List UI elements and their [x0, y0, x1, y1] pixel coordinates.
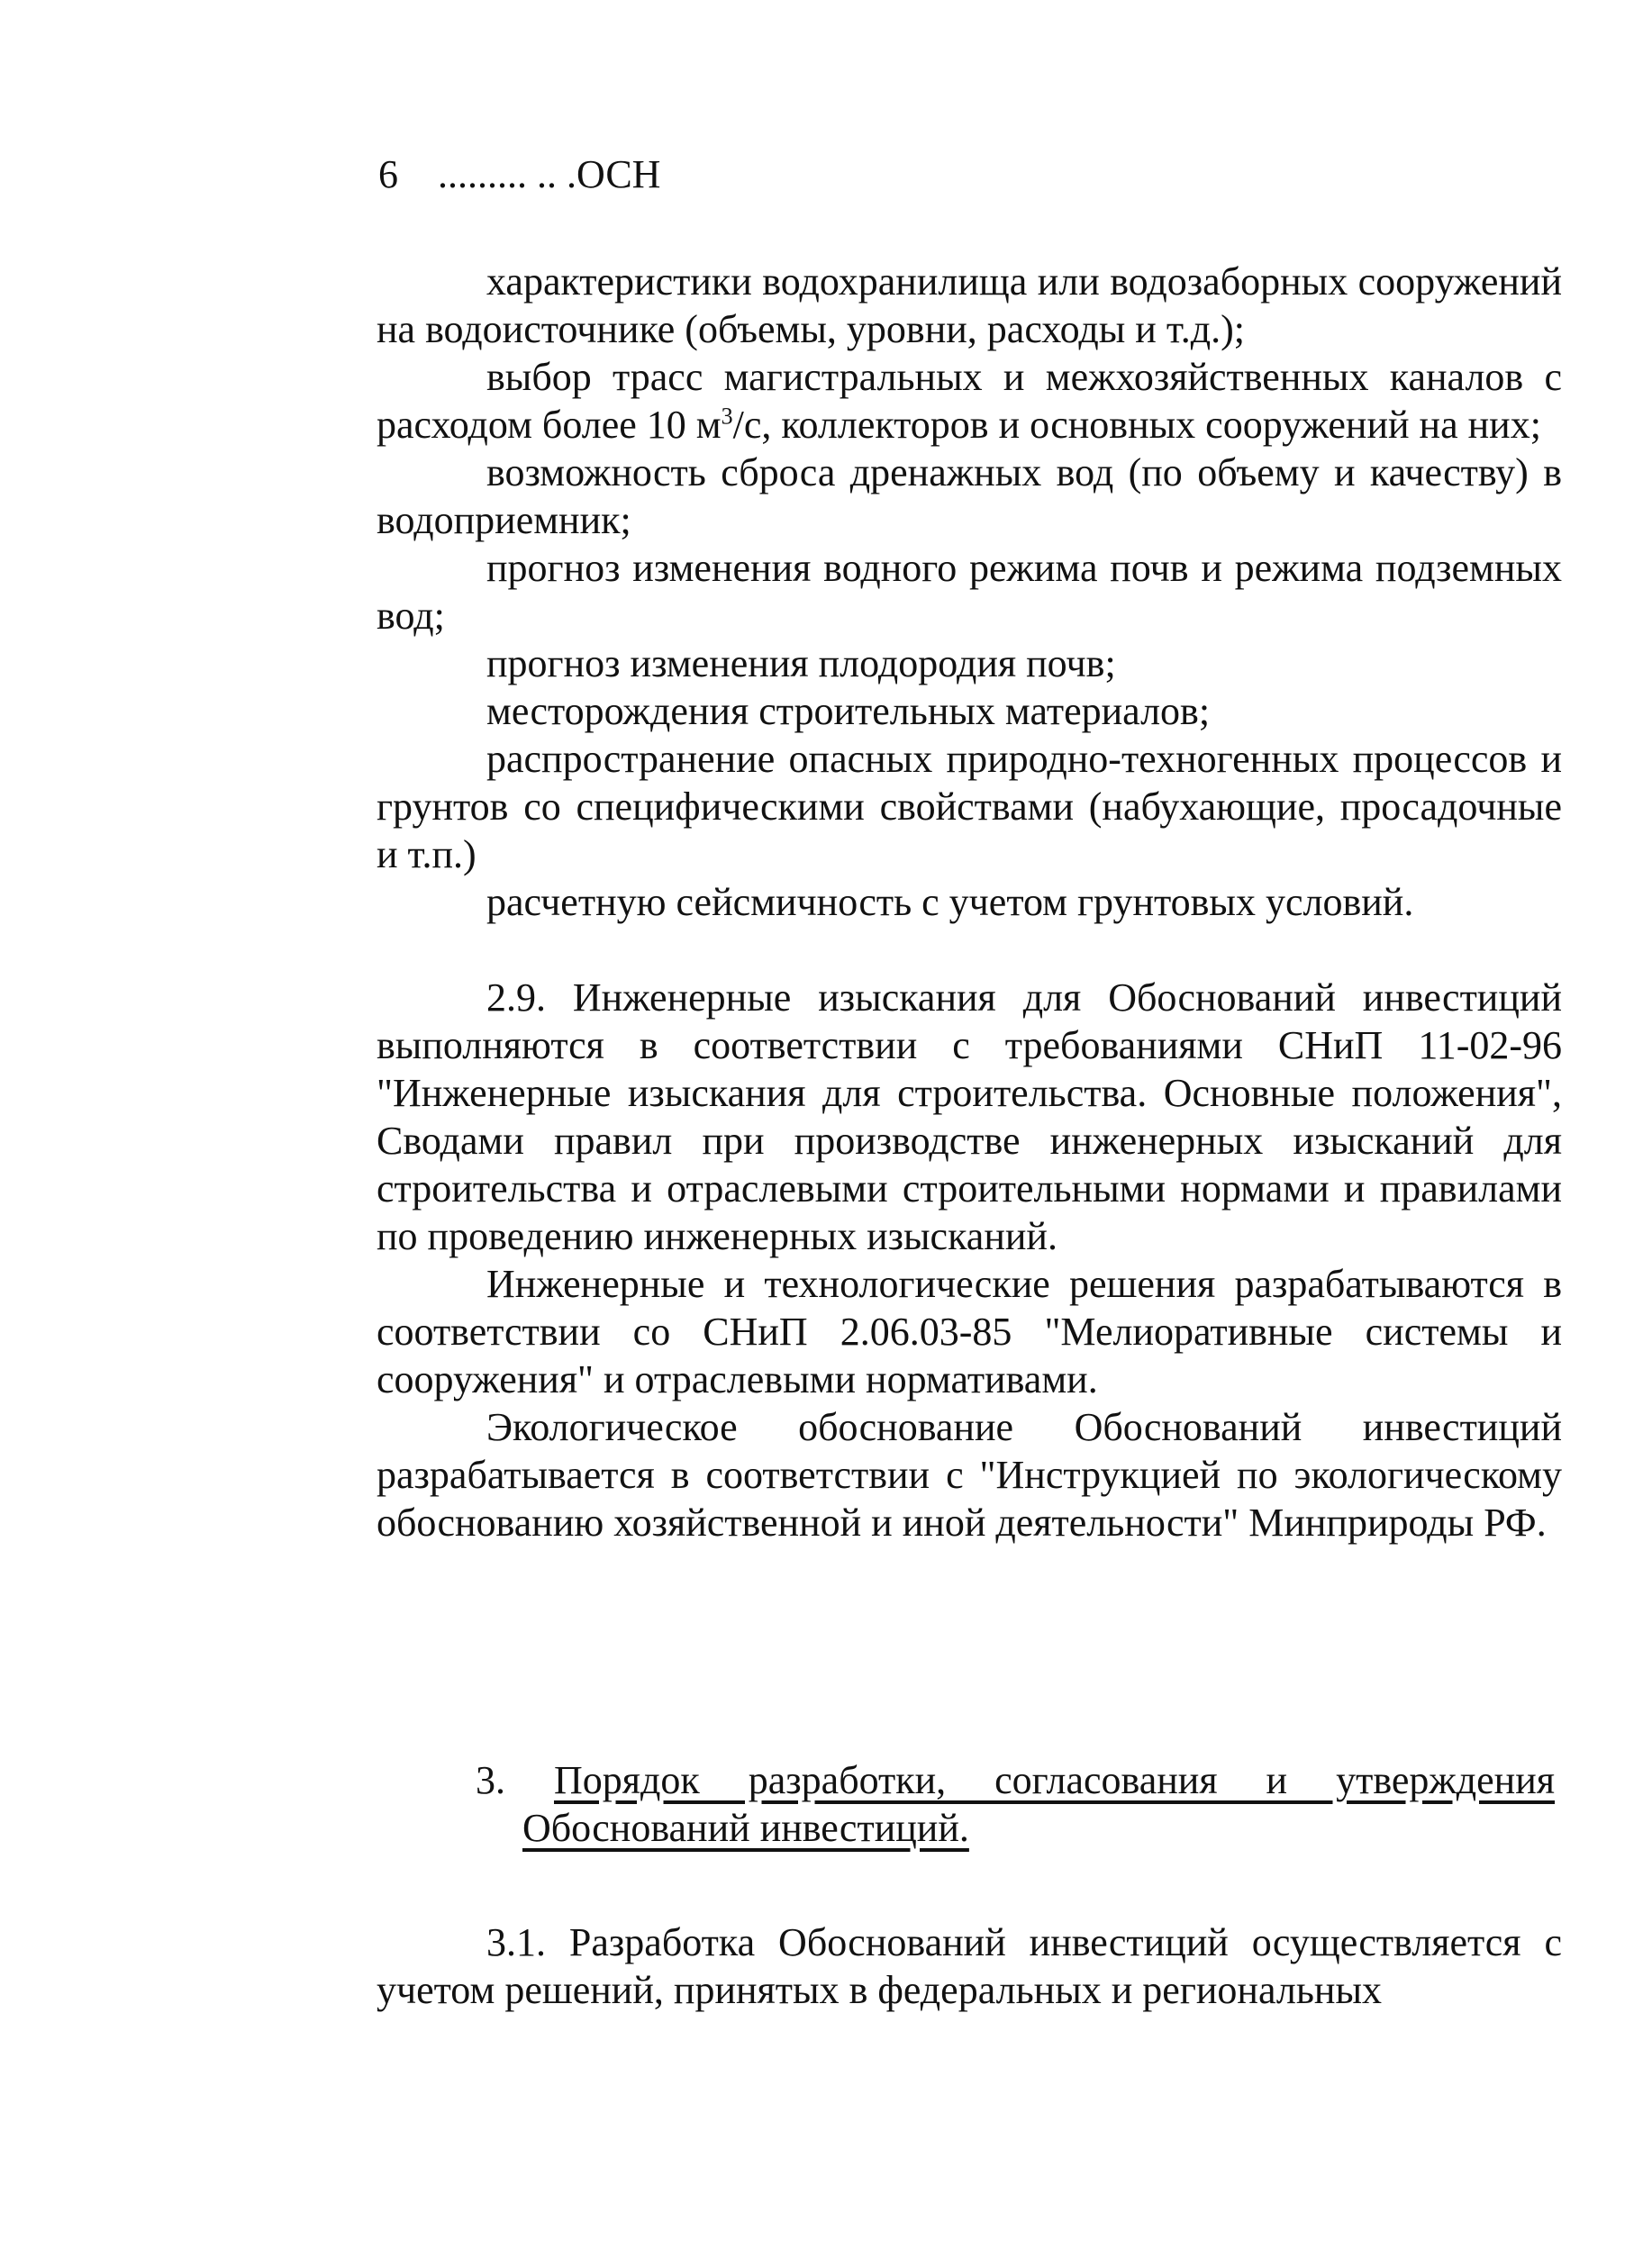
list-item: расчетную сейсмичность с учетом грунтовых условий.: [486, 880, 1414, 924]
section-3-body: [377, 1918, 1562, 2014]
list-item: месторождения строительных материалов;: [486, 689, 1211, 733]
paragraph: Экологическое обоснование Обоснований инвестиций разрабатывается в соответствии с "Инструкцией по экологическому обоснованию хозяйственной и иной деятельности" Минприроды РФ.: [377, 1405, 1562, 1545]
requirements-list: [377, 258, 1562, 1546]
paragraph-3-1: 3.1. Разработка Обоснований инвестиций осуществляется с учетом решений, принятых в федеральных и региональных: [377, 1920, 1562, 2012]
list-item: прогноз изменения плодородия почв;: [486, 641, 1116, 685]
superscript: 3: [721, 403, 733, 430]
section-number: 3.: [476, 1758, 505, 1802]
list-item-text: выбор трасс магистральных и межхозяйственных каналов с расходом более 10 м: [377, 355, 1562, 447]
section-title: Порядок разработки, согласования и утверждения Обоснований инвестиций.: [522, 1758, 1556, 1850]
list-item: прогноз изменения водного режима почв и режима подземных вод;: [377, 546, 1562, 638]
page-header: [378, 151, 660, 197]
list-item: распространение опасных природно-техногенных процессов и грунтов со специфическими свойствами (набухающие, просадочные и т.п.): [377, 737, 1562, 876]
section-3-heading: [476, 1756, 1555, 1852]
running-title: ......... .. .ОСН: [438, 152, 661, 196]
spacer: [377, 926, 1562, 974]
page-number: 6: [378, 152, 398, 196]
list-item: возможность сброса дренажных вод (по объему и качеству) в водоприемник;: [377, 450, 1562, 542]
paragraph-2-9: 2.9. Инженерные изыскания для Обоснований инвестиций выполняются в соответствии с требованиями СНиП 11-02-96 "Инженерные изыскания для строительства. Основные положения", Сводами правил при производстве инженерных изысканий для строительства и отраслевыми строительными нормами и правилами по проведению инженерных изысканий.: [377, 975, 1562, 1258]
list-item: [377, 353, 1562, 449]
list-item-text: /с, коллекторов и основных сооружений на них;: [732, 403, 1541, 447]
paragraph: Инженерные и технологические решения разрабатываются в соответствии со СНиП 2.06.03-85 "Мелиоративные системы и сооружения" и отраслевыми нормативами.: [377, 1262, 1562, 1401]
list-item: характеристики водохранилища или водозаборных сооружений на водоисточнике (объемы, уровни, расходы и т.д.);: [377, 259, 1562, 351]
